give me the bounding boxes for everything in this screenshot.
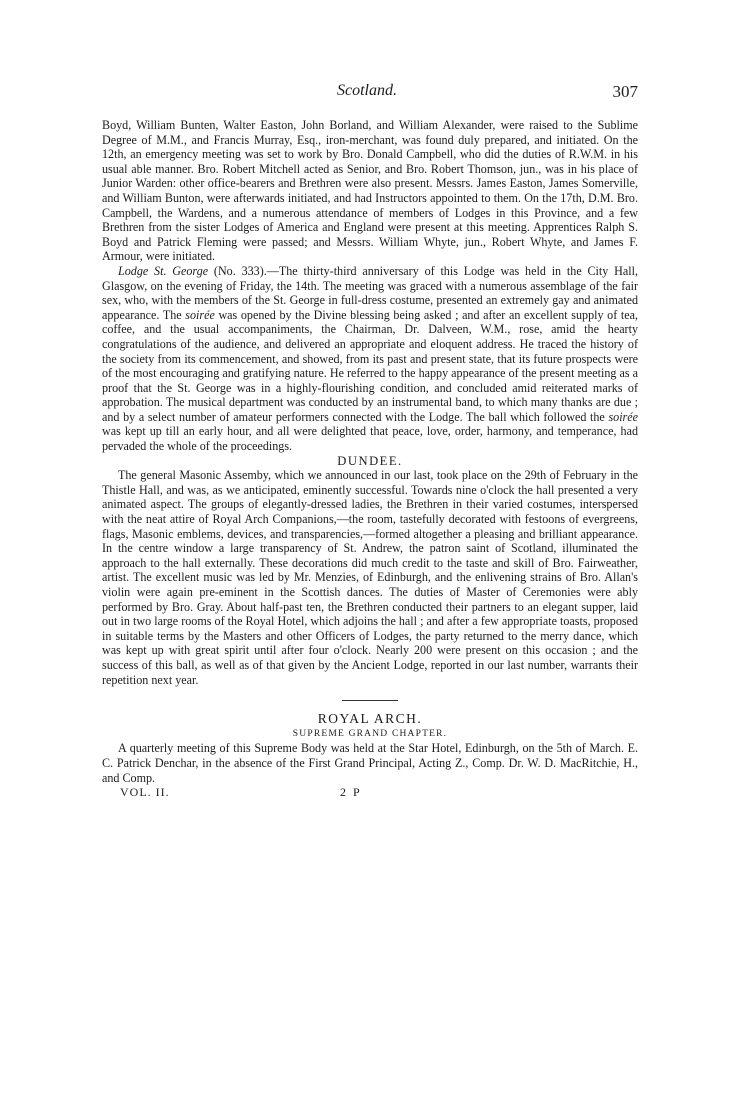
soiree-term: soirée bbox=[185, 307, 215, 322]
paragraph-royal-arch: A quarterly meeting of this Supreme Body was held at the Star Hotel, Edinburgh, on the 5th of March. E. C. Patrick Denchar, in the absence of the First Grand Principal, Acting Z., Comp. Dr. W. D. MacRitchie, H., and Comp. bbox=[102, 741, 638, 785]
section-divider bbox=[342, 700, 398, 701]
paragraph-text: was opened by the Divine blessing being asked ; and after an excellent supply of tea, coffee, and the usual accompaniments, the Chairman, Dr. Dalveen, W.M., rose, amid the hearty congratulations of the audience, and delivered an appropriate and eloquent address. He traced the history of the society from its commencement, and showed, from its past and present state, that its future prospects were of the most encouraging and gratifying nature. He referred to the happy appearance of the present meeting as a proof that the St. George was in a highly-flourishing condition, and concluded amid reiterated marks of approbation. The musical department was conducted by an instrumental band, to which many thanks are due ; and by a select number of amateur performers connected with the Lodge. The ball which followed the bbox=[102, 307, 638, 424]
page-number: 307 bbox=[612, 82, 638, 101]
lodge-name: Lodge St. George bbox=[118, 263, 209, 278]
signature-mark: 2 P bbox=[340, 785, 362, 800]
article-body bbox=[102, 118, 638, 800]
soiree-term: soirée bbox=[608, 409, 638, 424]
heading-royal-arch: ROYAL ARCH. bbox=[317, 711, 423, 727]
running-head bbox=[96, 82, 638, 104]
volume-label: VOL. II. bbox=[120, 785, 170, 800]
heading-dundee: DUNDEE. bbox=[337, 453, 403, 468]
paragraph-lodge-continued: Boyd, William Bunten, Walter Easton, John Borland, and William Alexander, were raised to the Sublime Degree of M.M., and Francis Murray, Esq., iron-merchant, was found duly prepared, and initiated. On the 12th, an emergency meeting was set to work by Bro. Donald Campbell, who did the duties of R.W.M. in his usual able manner. Bro. Robert Mitchell acted as Senior, and Bro. Robert Thomson, jun., was in his place of Junior Warden: other office-bearers and Brethren were also present. Messrs. James Easton, James Somerville, and William Bunton, were afterwards initiated, and had Instructors appointed to them. On the 17th, D.M. Bro. Campbell, the Wardens, and a numerous attendance of members of Lodges in this Province, and a few Brethren from the sister Lodges of America and England were present at this meeting. Apprentices Ralph S. Boyd and Patrick Fleming were passed; and Messrs. William Whyte, jun., Robert Whyte, and James F. Armour, were initiated. bbox=[102, 118, 638, 264]
paragraph-lodge-st-george bbox=[102, 264, 638, 454]
paragraph-text: was kept up till an early hour, and all were delighted that peace, love, order, harmony, and temperance, had pervaded the whole of the proceedings. bbox=[102, 424, 638, 454]
running-section-title: Scotland. bbox=[337, 82, 397, 99]
paragraph-text: (No. 333).—The thirty-third anniversary of this Lodge was held in the City Hall, Glasgow, on the evening of Friday, the 14th. The meeting was graced with a numerous assemblage of the fair sex, who, with the members of the St. George in full-dress costume, presented an extremely gay and animated appearance. The bbox=[102, 263, 638, 322]
signature-line bbox=[102, 785, 638, 800]
subheading-supreme-grand-chapter: SUPREME GRAND CHAPTER. bbox=[292, 728, 448, 739]
paragraph-dundee: The general Masonic Assemby, which we announced in our last, took place on the 29th of February in the Thistle Hall, and was, as we anticipated, eminently successful. Towards nine o'clock the hall presented a very animated aspect. The groups of elegantly-dressed ladies, the Brethren in their varied costumes, interspersed with the neat attire of Royal Arch Companions,—the room, tastefully decorated with festoons of evergreens, flags, Masonic emblems, devices, and transparencies,—formed altogether a pleasing and brilliant appearance. In the centre window a large transparency of St. Andrew, the patron saint of Scotland, illuminated the approach to the hall externally. These decorations did much credit to the taste and skill of Bro. Fairweather, artist. The excellent music was led by Mr. Menzies, of Edinburgh, and the enlivening strains of Bro. Allan's violin were again pre-eminent in the Scottish dances. The duties of Master of Ceremonies were ably performed by Bro. Gray. About half-past ten, the Brethren conducted their partners to an elegant supper, laid out in two large rooms of the Royal Hotel, which adjoins the hall ; and after a few appropriate toasts, proposed in suitable terms by the Masters and other Officers of Lodges, the party returned to the merry dance, which was kept up with great spirit until after four o'clock. Nearly 200 were present on this occasion ; and the success of this ball, as well as of that given by the Ancient Lodge, reported in our last number, warrants their repetition next year. bbox=[102, 468, 638, 687]
